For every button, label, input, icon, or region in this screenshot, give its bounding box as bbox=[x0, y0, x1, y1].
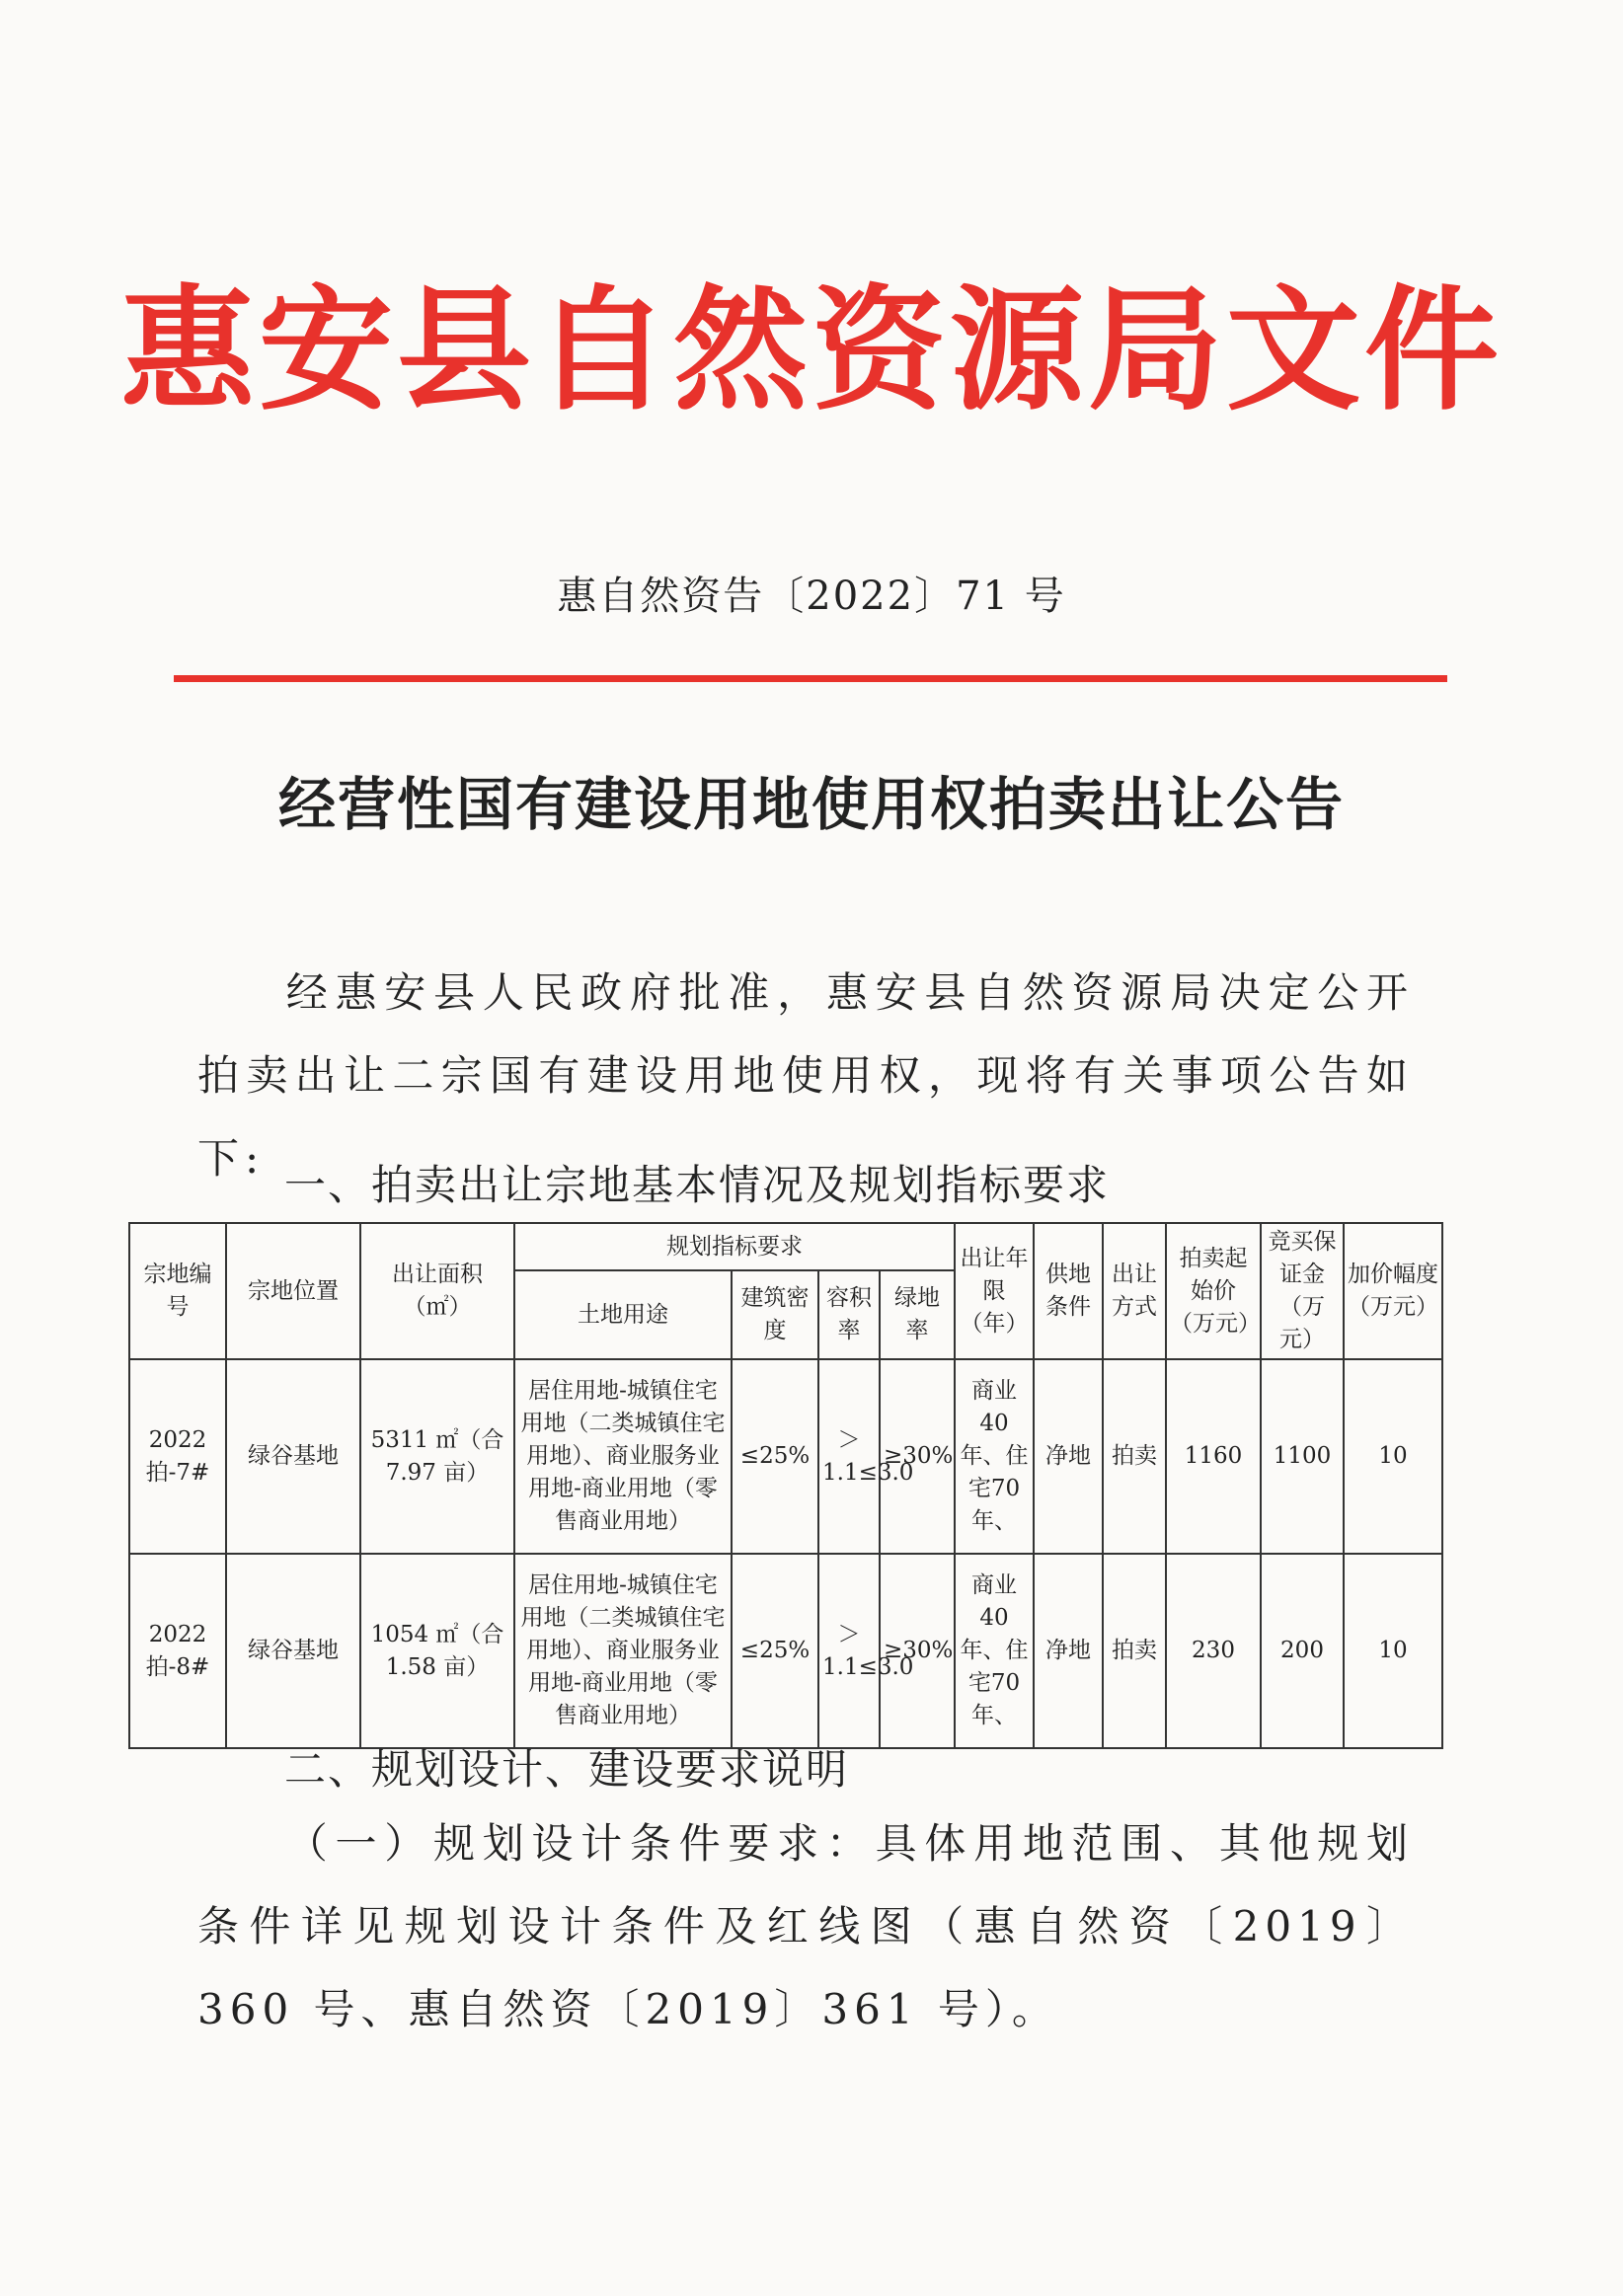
cell-location: 绿谷基地 bbox=[226, 1359, 360, 1554]
cell-start-price: 1160 bbox=[1166, 1359, 1261, 1554]
document-header-title: 惠安县自然资源局文件 bbox=[120, 273, 1503, 429]
cell-term: 商业40 年、住宅70 年、 bbox=[955, 1359, 1034, 1554]
document-number: 惠自然资告〔2022〕71 号 bbox=[557, 574, 1066, 619]
cell-start-price: 230 bbox=[1166, 1554, 1261, 1748]
cell-supply: 净地 bbox=[1034, 1554, 1103, 1748]
cell-far: ＞1.1≤3.0 bbox=[818, 1359, 880, 1554]
cell-density: ≤25% bbox=[732, 1554, 818, 1748]
header-supply: 供地条件 bbox=[1034, 1223, 1103, 1359]
header-land-use: 土地用途 bbox=[514, 1270, 732, 1359]
cell-parcel-no: 2022 拍-8# bbox=[129, 1554, 226, 1748]
cell-term: 商业40 年、住宅70 年、 bbox=[955, 1554, 1034, 1748]
cell-increment: 10 bbox=[1344, 1359, 1442, 1554]
cell-location: 绿谷基地 bbox=[226, 1554, 360, 1748]
cell-area: 5311 ㎡（合7.97 亩） bbox=[360, 1359, 514, 1554]
cell-density: ≤25% bbox=[732, 1359, 818, 1554]
red-divider-line bbox=[174, 675, 1447, 682]
cell-green: ≥30% bbox=[880, 1359, 955, 1554]
header-parcel-no: 宗地编号 bbox=[129, 1223, 226, 1359]
header-increment: 加价幅度（万元） bbox=[1344, 1223, 1442, 1359]
section2-paragraph bbox=[197, 1802, 1414, 2051]
cell-land-use: 居住用地-城镇住宅用地（二类城镇住宅用地）、商业服务业用地-商业用地（零售商业用地） bbox=[514, 1554, 732, 1748]
header-method: 出让方式 bbox=[1103, 1223, 1166, 1359]
header-planning: 规划指标要求 bbox=[514, 1223, 955, 1270]
header-area: 出让面积（㎡） bbox=[360, 1223, 514, 1359]
cell-land-use: 居住用地-城镇住宅用地（二类城镇住宅用地）、商业服务业用地-商业用地（零售商业用地） bbox=[514, 1359, 732, 1554]
intro-text: 经惠安县人民政府批准，惠安县自然资源局决定公开拍卖出让二宗国有建设用地使用权，现将有关事项公告如下: bbox=[197, 968, 1414, 1183]
header-far: 容积率 bbox=[818, 1270, 880, 1359]
header-term: 出让年限（年） bbox=[955, 1223, 1034, 1359]
header-start-price: 拍卖起始价（万元） bbox=[1166, 1223, 1261, 1359]
cell-deposit: 200 bbox=[1261, 1554, 1344, 1748]
cell-increment: 10 bbox=[1344, 1554, 1442, 1748]
section1-heading: 一、拍卖出让宗地基本情况及规划指标要求 bbox=[284, 1161, 1111, 1209]
cell-deposit: 1100 bbox=[1261, 1359, 1344, 1554]
notice-title: 经营性国有建设用地使用权拍卖出让公告 bbox=[277, 771, 1345, 838]
cell-method: 拍卖 bbox=[1103, 1359, 1166, 1554]
table-row bbox=[129, 1554, 1442, 1748]
table-row bbox=[129, 1359, 1442, 1554]
cell-green: ≥30% bbox=[880, 1554, 955, 1748]
cell-method: 拍卖 bbox=[1103, 1554, 1166, 1748]
cell-far: ＞1.1≤3.0 bbox=[818, 1554, 880, 1748]
section2-text: （一）规划设计条件要求：具体用地范围、其他规划条件详见规划设计条件及红线图（惠自然资〔2019〕360 号、惠自然资〔2019〕361 号）。 bbox=[197, 1819, 1414, 2033]
cell-parcel-no: 2022 拍-7# bbox=[129, 1359, 226, 1554]
cell-supply: 净地 bbox=[1034, 1359, 1103, 1554]
cell-area: 1054 ㎡（合1.58 亩） bbox=[360, 1554, 514, 1748]
header-density: 建筑密度 bbox=[732, 1270, 818, 1359]
table-header-row bbox=[129, 1223, 1442, 1270]
header-green: 绿地率 bbox=[880, 1270, 955, 1359]
header-location: 宗地位置 bbox=[226, 1223, 360, 1359]
parcel-table bbox=[128, 1222, 1443, 1749]
section2-heading: 二、规划设计、建设要求说明 bbox=[284, 1745, 850, 1794]
header-deposit: 竞买保证金（万元） bbox=[1261, 1223, 1344, 1359]
